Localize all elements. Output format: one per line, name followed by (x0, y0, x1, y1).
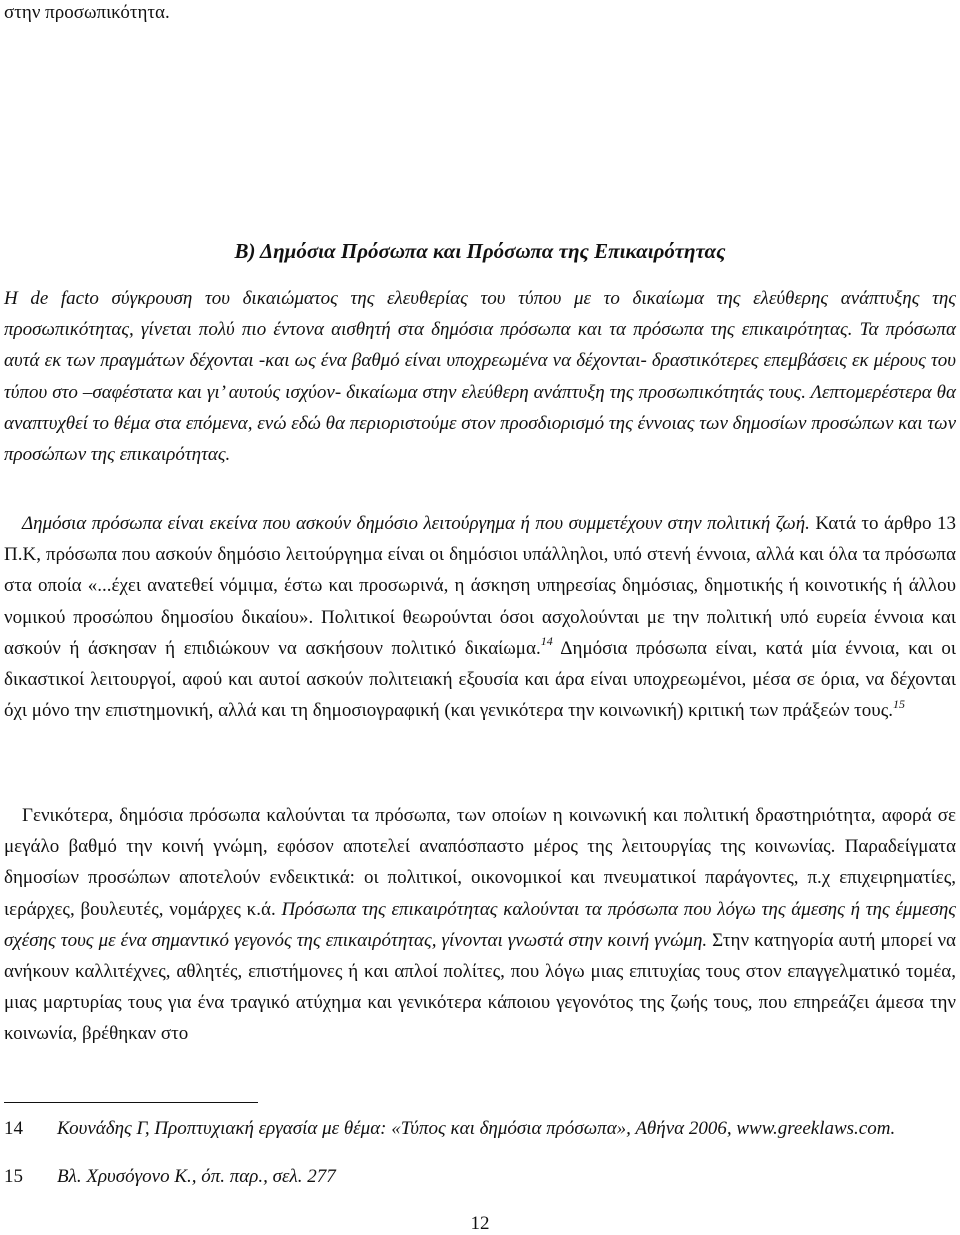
footnote-ref-15: 15 (892, 696, 905, 711)
section-heading: Β) Δημόσια Πρόσωπα και Πρόσωπα της Επικαιρότητας (234, 239, 726, 263)
footnote-ref-14: 14 (540, 634, 553, 649)
footnote-number: 14 (4, 1118, 23, 1139)
paragraph-3 (4, 800, 956, 1050)
footnote-15 (4, 1165, 956, 1189)
paragraph-3-italic: Πρόσωπα της επικαιρότητας καλούνται τα πρόσωπα που λόγω της άμεσης ή της έμμεσης σχέσης τους με ένα σημαντικό γεγονός της επικαιρότητας, γίνονται γνωστά στην κοινή γνώμη. (4, 898, 956, 951)
paragraph-3-body: Γενικότερα, δημόσια πρόσωπα καλούνται τα πρόσωπα, των οποίων η κοινωνική και πολιτική δραστηριότητα, αφορά σε μεγάλο βαθμό την κοινή γνώμη, εφόσον αποτελεί αναπόσπαστο μέρος της λειτουργίας της κοινωνίας. Παραδείγματα δημοσίων προσώπων αποτελούν ενδεικτικά: οι πολιτικοί, οικονομικοί και πνευματικοί παράγοντες, π.χ επιχειρηματίες, ιεράρχες, βουλευτές, νομάρχες κ.ά. (4, 805, 956, 920)
footnote-14 (4, 1117, 956, 1141)
paragraph-2-body-cont: Δημόσια πρόσωπα είναι, κατά μία έννοια, και οι δικαστικοί λειτουργοί, αφού και αυτοί ασκούν πολιτειακή εξουσία και άρα είναι υποχρεωμένοι, μέσα σε όρια, να δέχονται όχι μόνο την επιστημονική, αλλά και τη δημοσιογραφική (και γενικότερα την κοινωνική) κριτική των πράξεών τους. (4, 637, 956, 722)
paragraph-3-body-cont: Στην κατηγορία αυτή μπορεί να ανήκουν καλλιτέχνες, αθλητές, επιστήμονες ή και απλοί πολίτες, που λόγω μιας επιτυχίας τους στον επαγγελματικό τομέα, μιας μαρτυρίας τους για ένα τραγικό ατύχημα και γενικότερα κάποιου γεγονότος της ζωής τους, που επηρεάζει άμεσα την κοινωνία, βρέθηκαν στο (4, 929, 956, 1045)
paragraph-2-italic-intro: Δημόσια πρόσωπα είναι εκείνα που ασκούν δημόσιο λειτούργημα ή που συμμετέχουν στην πολιτική ζωή. (22, 513, 810, 534)
paragraph-2-body: Κατά το άρθρο 13 Π.Κ, πρόσωπα που ασκούν δημόσιο λειτούργημα είναι οι δημόσιοι υπάλληλοι, υπό στενή έννοια, αλλά και όλα τα πρόσωπα στα οποία «...έχει ανατεθεί νόμιμα, έστω και προσωρινά, η άσκηση υπηρεσίας δημόσιας, δημοτικής ή κοινοτικής ή άλλου νομικού προσώπου δημοσίου δικαίου». Πολιτικοί θεωρούνται όσοι ασχολούνται με την πολιτική υπό ευρεία έννοια και ασκούν ή άσκησαν ή επιδιώκουν να ασκήσουν πολιτικό δικαίωμα. (4, 513, 956, 659)
footnote-number: 15 (4, 1166, 23, 1187)
paragraph-1: Η de facto σύγκρουση του δικαιώματος της ελευθερίας του τύπου με το δικαίωμα της ελεύθερης ανάπτυξης της προσωπικότητας, γίνεται πολύ πιο έντονα αισθητή στα δημόσια πρόσωπα και τα πρόσωπα της επικαιρότητας. Τα πρόσωπα αυτά εκ των πραγμάτων δέχονται -και ως ένα βαθμό είναι υποχρεωμένα να δέχονται- δραστικότερες επεμβάσεις εκ μέρους του τύπου στο –σαφέστατα και γι’ αυτούς ισχύον- δικαίωμα στην ελεύθερη ανάπτυξη της προσωπικότητάς τους. Λεπτομερέστερα θα αναπτυχθεί το θέμα στα επόμενα, ενώ εδώ θα περιοριστούμε στον προσδιορισμό της έννοιας των δημοσίων προσώπων και των προσώπων της επικαιρότητας. (4, 288, 956, 466)
top-line-text: στην προσωπικότητα. (4, 2, 170, 23)
footnote-separator (4, 1102, 258, 1103)
footnote-text: Βλ. Χρυσόγονο Κ., όπ. παρ., σελ. 277 (57, 1166, 336, 1187)
footnote-text: Κουνάδης Γ, Προπτυχιακή εργασία με θέμα: «Τύπος και δημόσια πρόσωπα», Αθήνα 2006, www.greeklaws.com. (57, 1118, 896, 1139)
paragraph-2 (4, 508, 956, 726)
page-number: 12 (470, 1213, 490, 1234)
